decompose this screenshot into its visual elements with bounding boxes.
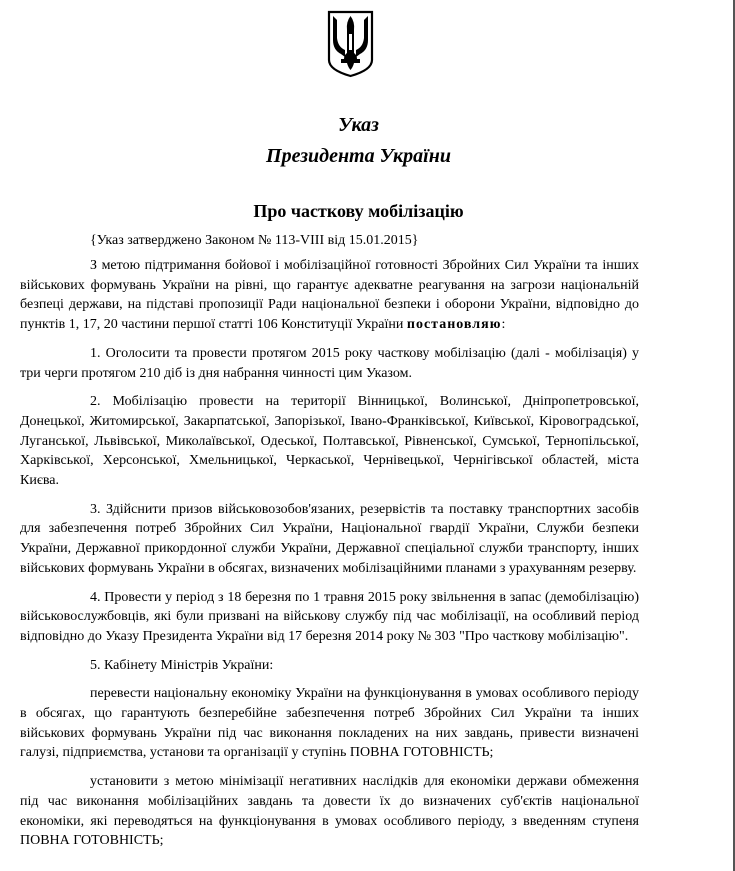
paragraph-1: 1. Оголосити та провести протягом 2015 року часткову мобілізацію (далі - мобілізація) у три черги протягом 210 діб із дня набрання чинності цим Указом. [20, 345, 639, 381]
paragraph-3: 3. Здійснити призов військовозобов'язаних, резервістів та поставку транспортних засобів для забезпечення потреб Збройних Сил України, Національної гвардії України, Служби безпеки України, Державної прикордонної служби України, Державної спеціальної служби транспорту, інших військових формувань України в обсягах, визначених мобілізаційними планами з урахуванням резерву. [20, 501, 639, 576]
paragraph-2: 2. Мобілізацію провести на території Вінницької, Волинської, Дніпропетровської, Донецької, Житомирської, Закарпатської, Запорізької, Івано-Франківської, Київської, Кіровоградської, Луганської, Львівської, Миколаївської, Одеської, Полтавської, Рівненської, Сумської, Тернопільської, Харківської, Херсонської, Хмельницької, Черкаської, Чернівецької, Чернігівської областей, міста Києва. [20, 394, 639, 489]
preamble-paragraph [20, 256, 639, 335]
decree-colon: : [501, 317, 506, 333]
decree-issuer-title: Президента України [266, 145, 451, 167]
paragraph-5-item-2: установити з метою мінімізації негативних наслідків для економіки держави обмеження під час виконання мобілізаційних завдань та довести їх до визначених суб'єктів національної економіки, які переводяться на функціонування в умовах особливого періоду, з введенням ступеня ПОВНА ГОТОВНІСТЬ; [20, 774, 639, 849]
paragraph-5: 5. Кабінету Міністрів України: [90, 657, 274, 673]
decree-body [20, 256, 639, 860]
preamble-text: З метою підтримання бойової і мобілізаційної готовності Збройних Сил України та інших військових формувань України на рівні, що гарантує адекватне реагування на загрози національній безпеці держави, на підставі пропозиції Ради національної безпеки і оборони України, відповідно до пунктів 1, 17, 20 частини першої статті 106 Конституції України [20, 258, 639, 333]
decree-keyword: постановляю [406, 317, 502, 333]
paragraph-4: 4. Провести у період з 18 березня по 1 травня 2015 року звільнення в запас (демобілізацію) військовослужбовців, які були призвані на військову службу під час мобілізації, на особливий період відповідно до Указу Президента України від 17 березня 2014 року № 303 "Про часткову мобілізацію". [20, 589, 639, 644]
approval-note: {Указ затверджено Законом № 113-VIII від 15.01.2015} [90, 233, 419, 248]
decree-subject: Про часткову мобілізацію [253, 201, 464, 221]
decree-type-title: Указ [338, 114, 379, 136]
paragraph-5-item-1: перевести національну економіку України на функціонування в умовах особливого періоду в обсягах, що гарантують безперебійне забезпечення потреб Збройних Сил України та інших військових формувань України під час виконання покладених на них завдань, привести визначені галузі, підприємства, установи та організації у ступінь ПОВНА ГОТОВНІСТЬ; [20, 686, 639, 761]
trident-emblem-icon [325, 10, 376, 78]
